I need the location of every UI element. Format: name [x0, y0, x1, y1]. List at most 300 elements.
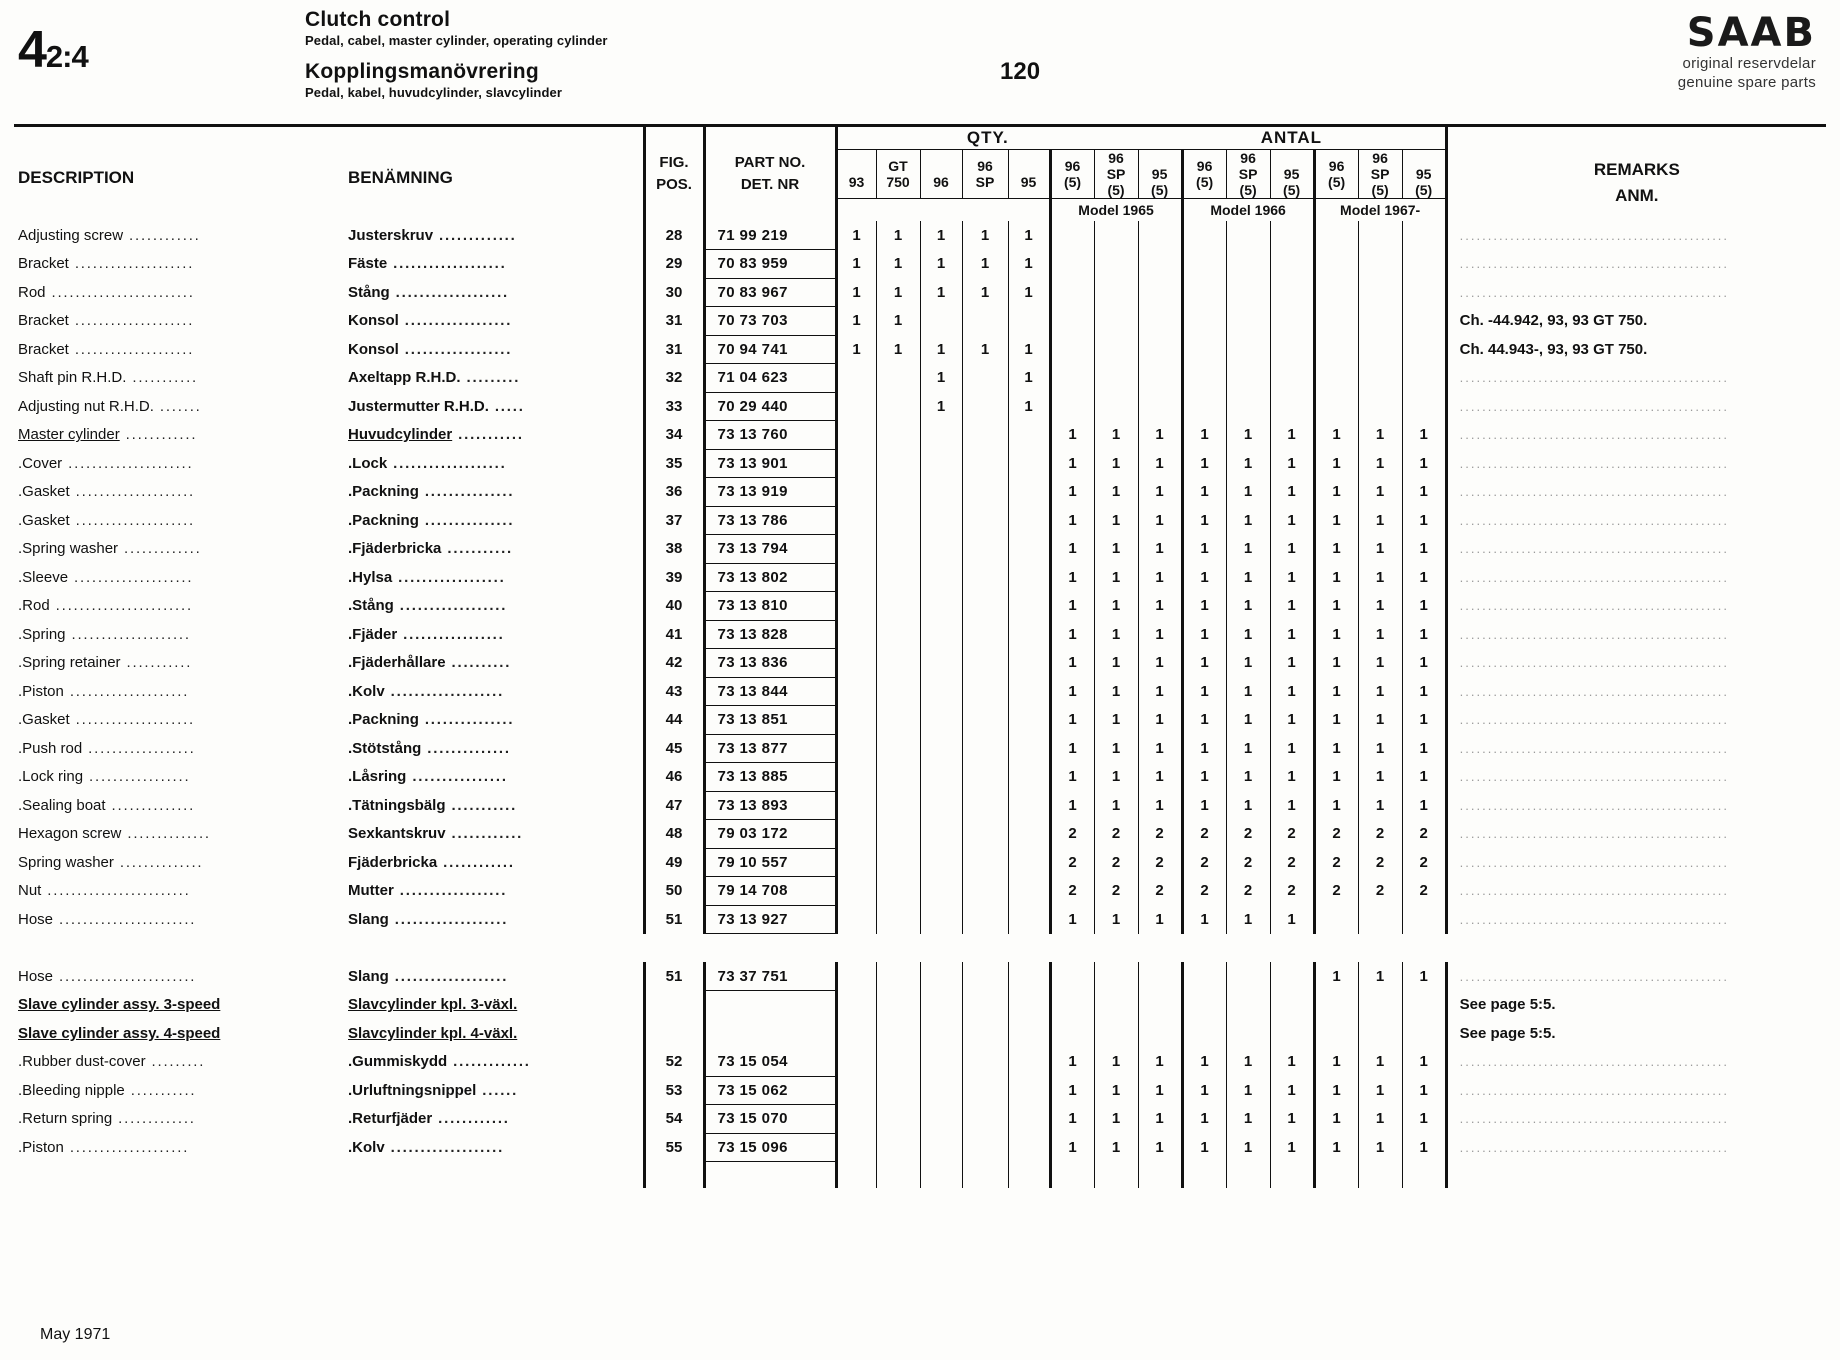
- table-row: [14, 506, 1826, 535]
- cell-qty-4: [1008, 706, 1050, 735]
- description-text: .Rod: [18, 597, 50, 615]
- qty-col-header-1: GT 750: [876, 150, 920, 199]
- cell-qty-2: [920, 307, 962, 336]
- cell-description: [14, 535, 344, 564]
- cell-qty-11: 1: [1314, 763, 1358, 792]
- cell-qty-12: 2: [1358, 820, 1402, 849]
- cell-qty-11: 1: [1314, 791, 1358, 820]
- cell-qty-0: [836, 1105, 876, 1134]
- cell-qty-1: [876, 563, 920, 592]
- cell-fig-pos: 31: [644, 307, 704, 336]
- cell-qty-2: [920, 449, 962, 478]
- cell-benamning: [344, 706, 644, 735]
- cell-qty-12: 1: [1358, 677, 1402, 706]
- cell-qty-0: [836, 506, 876, 535]
- cell-qty-4: [1008, 592, 1050, 621]
- cell-qty-8: [1182, 962, 1226, 991]
- cell-qty-8: [1182, 364, 1226, 393]
- benamning-text: Konsol: [348, 312, 399, 330]
- table-row: [14, 734, 1826, 763]
- cell-remarks: ................................................: [1446, 563, 1826, 592]
- cell-benamning: [344, 649, 644, 678]
- cell-qty-10: [1270, 392, 1314, 421]
- cell-qty-4: [1008, 563, 1050, 592]
- col-header-antal: ANTAL: [1138, 127, 1446, 150]
- cell-remarks: ................................................: [1446, 221, 1826, 250]
- cell-qty-4: [1008, 905, 1050, 934]
- cell-qty-10: 1: [1270, 421, 1314, 450]
- table-row: [14, 991, 1826, 1020]
- cell-fig-pos: 32: [644, 364, 704, 393]
- cell-description: [14, 592, 344, 621]
- table-row: [14, 763, 1826, 792]
- description-leader: .......................: [53, 967, 197, 985]
- cell-qty-13: 1: [1402, 763, 1446, 792]
- cell-remarks: ................................................: [1446, 449, 1826, 478]
- cell-qty-9: 1: [1226, 1133, 1270, 1162]
- cell-qty-9: 2: [1226, 820, 1270, 849]
- cell-description: [14, 307, 344, 336]
- col-header-remarks: REMARKS: [1593, 160, 1680, 179]
- cell-fig-pos: 51: [644, 905, 704, 934]
- benamning-text: .Packning: [348, 483, 419, 501]
- cell-qty-5: 1: [1050, 1105, 1094, 1134]
- table-row: [14, 364, 1826, 393]
- cell-qty-1: 1: [876, 221, 920, 250]
- cell-qty-13: 1: [1402, 620, 1446, 649]
- qty-col-header-3: 96 SP: [962, 150, 1008, 199]
- description-leader: ....................: [69, 511, 196, 529]
- description-text: Hose: [18, 967, 54, 985]
- cell-fig-pos: 50: [644, 877, 704, 906]
- cell-qty-6: [1094, 335, 1138, 364]
- brand-tagline-swedish: original reservdelar: [1682, 55, 1816, 72]
- description-leader: ....................: [68, 312, 195, 330]
- qty-col-header-8: 96 (5): [1182, 150, 1226, 199]
- cell-part-number: 73 13 844: [704, 677, 836, 706]
- cell-qty-8: 1: [1182, 535, 1226, 564]
- parts-table-wrap: [14, 124, 1826, 1188]
- col-header-fig-pos: [644, 127, 704, 221]
- cell-qty-11: 2: [1314, 820, 1358, 849]
- cell-qty-9: 1: [1226, 620, 1270, 649]
- cell-benamning: [344, 364, 644, 393]
- cell-fig-pos: 48: [644, 820, 704, 849]
- cell-qty-0: [836, 677, 876, 706]
- cell-qty-12: [1358, 307, 1402, 336]
- cell-qty-3: [962, 877, 1008, 906]
- cell-qty-13: 1: [1402, 1076, 1446, 1105]
- cell-qty-9: 1: [1226, 734, 1270, 763]
- cell-qty-8: 1: [1182, 649, 1226, 678]
- cell-qty-4: [1008, 421, 1050, 450]
- cell-qty-1: [876, 535, 920, 564]
- cell-qty-7: [1138, 250, 1182, 279]
- cell-qty-0: 1: [836, 250, 876, 279]
- bottom-rule-fig: [644, 1162, 704, 1188]
- cell-qty-6: 1: [1094, 1048, 1138, 1077]
- bottom-rule-left: [14, 1162, 644, 1188]
- description-leader: ....................: [68, 568, 194, 586]
- cell-qty-3: [962, 962, 1008, 991]
- cell-benamning: [344, 392, 644, 421]
- cell-description: [14, 706, 344, 735]
- benamning-leader: ...................: [389, 283, 510, 301]
- cell-qty-1: 1: [876, 307, 920, 336]
- cell-description: [14, 1019, 344, 1048]
- cell-part-number: 73 13 810: [704, 592, 836, 621]
- cell-qty-8: 1: [1182, 506, 1226, 535]
- bottom-rule-qty-0: [836, 1162, 876, 1188]
- cell-qty-11: 1: [1314, 1076, 1358, 1105]
- cell-qty-10: 1: [1270, 449, 1314, 478]
- cell-part-number: 73 15 070: [704, 1105, 836, 1134]
- group-number: [18, 21, 88, 79]
- cell-qty-12: 1: [1358, 1076, 1402, 1105]
- cell-fig-pos: [644, 991, 704, 1020]
- cell-qty-0: [836, 991, 876, 1020]
- cell-description: [14, 421, 344, 450]
- cell-qty-5: 1: [1050, 1133, 1094, 1162]
- benamning-leader: ..........: [445, 654, 512, 672]
- description-leader: ...........: [124, 1081, 197, 1099]
- table-row: [14, 620, 1826, 649]
- cell-qty-2: [920, 734, 962, 763]
- cell-benamning: [344, 478, 644, 507]
- cell-qty-10: 1: [1270, 649, 1314, 678]
- cell-qty-7: [1138, 1019, 1182, 1048]
- description-text: .Return spring: [18, 1110, 113, 1128]
- cell-qty-3: [962, 905, 1008, 934]
- cell-qty-8: [1182, 278, 1226, 307]
- cell-qty-7: 1: [1138, 791, 1182, 820]
- cell-qty-13: 1: [1402, 1133, 1446, 1162]
- cell-description: [14, 1133, 344, 1162]
- cell-qty-11: 1: [1314, 734, 1358, 763]
- cell-qty-11: 1: [1314, 1105, 1358, 1134]
- cell-part-number: 79 14 708: [704, 877, 836, 906]
- cell-benamning: [344, 734, 644, 763]
- cell-qty-7: 1: [1138, 1105, 1182, 1134]
- cell-qty-7: 1: [1138, 763, 1182, 792]
- cell-remarks: ................................................: [1446, 877, 1826, 906]
- benamning-leader: ...........: [441, 540, 514, 558]
- benamning-text: Slavcylinder kpl. 3-växl.: [348, 996, 518, 1014]
- cell-qty-5: [1050, 221, 1094, 250]
- cell-qty-4: [1008, 820, 1050, 849]
- cell-qty-7: [1138, 307, 1182, 336]
- cell-qty-12: 1: [1358, 763, 1402, 792]
- cell-qty-10: [1270, 278, 1314, 307]
- cell-qty-8: 1: [1182, 677, 1226, 706]
- benamning-text: Huvudcylinder: [348, 426, 453, 444]
- cell-qty-7: 1: [1138, 649, 1182, 678]
- cell-description: [14, 848, 344, 877]
- benamning-leader: ................: [406, 768, 508, 786]
- description-leader: ..............: [121, 825, 211, 843]
- cell-qty-3: [962, 1019, 1008, 1048]
- cell-qty-12: 1: [1358, 592, 1402, 621]
- cell-qty-9: 1: [1226, 791, 1270, 820]
- table-row-spacer: [14, 934, 1826, 963]
- cell-benamning: [344, 563, 644, 592]
- cell-qty-13: 1: [1402, 563, 1446, 592]
- cell-qty-2: [920, 1076, 962, 1105]
- cell-qty-3: [962, 677, 1008, 706]
- cell-qty-0: [836, 1019, 876, 1048]
- cell-description: [14, 221, 344, 250]
- cell-description: [14, 278, 344, 307]
- description-text: .Sealing boat: [18, 796, 106, 814]
- cell-qty-6: 2: [1094, 820, 1138, 849]
- cell-qty-5: 1: [1050, 592, 1094, 621]
- cell-qty-7: 2: [1138, 877, 1182, 906]
- description-text: .Push rod: [18, 739, 83, 757]
- cell-qty-2: [920, 791, 962, 820]
- cell-remarks: ................................................: [1446, 278, 1826, 307]
- cell-qty-13: [1402, 307, 1446, 336]
- benamning-leader: ......: [476, 1081, 519, 1099]
- cell-qty-11: 1: [1314, 478, 1358, 507]
- cell-qty-10: 1: [1270, 734, 1314, 763]
- cell-fig-pos: 33: [644, 392, 704, 421]
- cell-qty-7: 1: [1138, 1048, 1182, 1077]
- cell-qty-5: 1: [1050, 478, 1094, 507]
- benamning-text: Stång: [348, 283, 390, 301]
- cell-qty-6: [1094, 1019, 1138, 1048]
- cell-part-number: 70 73 703: [704, 307, 836, 336]
- cell-remarks: ................................................: [1446, 962, 1826, 991]
- cell-qty-8: 1: [1182, 791, 1226, 820]
- cell-qty-0: [836, 364, 876, 393]
- cell-qty-8: [1182, 991, 1226, 1020]
- cell-qty-8: 1: [1182, 1076, 1226, 1105]
- description-text: .Piston: [18, 1138, 64, 1156]
- cell-qty-13: 1: [1402, 649, 1446, 678]
- cell-qty-11: 1: [1314, 649, 1358, 678]
- description-text: Rod: [18, 283, 46, 301]
- cell-qty-8: [1182, 307, 1226, 336]
- benamning-text: Fäste: [348, 255, 388, 273]
- cell-qty-6: 1: [1094, 706, 1138, 735]
- benamning-leader: ...............: [418, 711, 515, 729]
- cell-qty-12: [1358, 278, 1402, 307]
- cell-description: [14, 877, 344, 906]
- description-leader: ...........: [126, 369, 199, 387]
- qty-col-header-12: 96 SP (5): [1358, 150, 1402, 199]
- cell-qty-10: 2: [1270, 820, 1314, 849]
- cell-part-number: [704, 991, 836, 1020]
- table-body: [14, 221, 1826, 1188]
- table-row: [14, 820, 1826, 849]
- cell-qty-1: [876, 1048, 920, 1077]
- cell-description: [14, 905, 344, 934]
- description-text: Bracket: [18, 255, 69, 273]
- cell-description: [14, 934, 344, 963]
- cell-qty-7: [1138, 392, 1182, 421]
- cell-qty-6: 2: [1094, 848, 1138, 877]
- table-row: [14, 677, 1826, 706]
- cell-description: [14, 1048, 344, 1077]
- cell-qty-9: [1226, 364, 1270, 393]
- cell-qty-12: [1358, 364, 1402, 393]
- cell-qty-0: [836, 535, 876, 564]
- description-text: .Rubber dust-cover: [18, 1053, 146, 1071]
- cell-qty-3: [962, 506, 1008, 535]
- cell-qty-7: [1138, 278, 1182, 307]
- cell-qty-10: 1: [1270, 706, 1314, 735]
- description-leader: .......................: [53, 910, 197, 928]
- benamning-leader: ...................: [387, 454, 507, 472]
- table-row: [14, 421, 1826, 450]
- cell-qty-13: [1402, 991, 1446, 1020]
- cell-qty-3: [962, 791, 1008, 820]
- cell-fig-pos: 28: [644, 221, 704, 250]
- cell-description: [14, 791, 344, 820]
- cell-qty-2: [920, 905, 962, 934]
- description-leader: ....................: [63, 1138, 190, 1156]
- cell-remarks: ................................................: [1446, 620, 1826, 649]
- cell-qty-7: 1: [1138, 449, 1182, 478]
- description-leader: ..............: [113, 853, 204, 871]
- description-text: .Bleeding nipple: [18, 1081, 125, 1099]
- cell-qty-3: [962, 307, 1008, 336]
- cell-fig-pos: 42: [644, 649, 704, 678]
- bottom-rule-qty-8: [1182, 1162, 1226, 1188]
- cell-qty-6: 1: [1094, 734, 1138, 763]
- cell-part-number: 73 13 901: [704, 449, 836, 478]
- bottom-rule-remarks: [1446, 1162, 1826, 1188]
- cell-qty-7: 2: [1138, 848, 1182, 877]
- cell-qty-6: 2: [1094, 877, 1138, 906]
- cell-qty-3: [962, 1048, 1008, 1077]
- cell-qty-2: [920, 620, 962, 649]
- cell-qty-7: [1138, 934, 1182, 963]
- cell-qty-10: 1: [1270, 1076, 1314, 1105]
- cell-qty-10: [1270, 307, 1314, 336]
- benamning-leader: .........: [460, 369, 521, 387]
- cell-remarks: ................................................: [1446, 392, 1826, 421]
- cell-qty-8: 1: [1182, 1048, 1226, 1077]
- bottom-rule-part: [704, 1162, 836, 1188]
- cell-qty-0: [836, 905, 876, 934]
- cell-qty-8: [1182, 392, 1226, 421]
- cell-qty-12: 1: [1358, 535, 1402, 564]
- cell-part-number: 70 94 741: [704, 335, 836, 364]
- cell-qty-7: 1: [1138, 734, 1182, 763]
- cell-fig-pos: 53: [644, 1076, 704, 1105]
- cell-qty-2: [920, 1048, 962, 1077]
- cell-qty-6: 1: [1094, 677, 1138, 706]
- cell-qty-7: 1: [1138, 506, 1182, 535]
- description-leader: ........................: [41, 882, 191, 900]
- cell-part-number: 73 15 096: [704, 1133, 836, 1162]
- cell-qty-10: [1270, 221, 1314, 250]
- cell-fig-pos: 37: [644, 506, 704, 535]
- cell-qty-6: 1: [1094, 563, 1138, 592]
- cell-qty-4: [1008, 848, 1050, 877]
- cell-qty-2: [920, 421, 962, 450]
- cell-qty-1: [876, 592, 920, 621]
- cell-qty-3: [962, 763, 1008, 792]
- qty-col-header-6: 96 SP (5): [1094, 150, 1138, 199]
- cell-qty-12: [1358, 905, 1402, 934]
- cell-qty-2: [920, 877, 962, 906]
- description-text: Slave cylinder assy. 3-speed: [18, 996, 221, 1014]
- cell-part-number: 73 13 885: [704, 763, 836, 792]
- table-row: [14, 1019, 1826, 1048]
- cell-qty-1: 1: [876, 278, 920, 307]
- cell-qty-3: [962, 706, 1008, 735]
- cell-benamning: [344, 1048, 644, 1077]
- cell-qty-5: 1: [1050, 734, 1094, 763]
- cell-qty-5: [1050, 364, 1094, 393]
- description-text: .Spring retainer: [18, 654, 121, 672]
- benamning-text: Justerskruv: [348, 226, 434, 244]
- cell-qty-10: 1: [1270, 620, 1314, 649]
- cell-benamning: [344, 763, 644, 792]
- benamning-leader: ..................: [392, 568, 506, 586]
- table-row: [14, 962, 1826, 991]
- benamning-text: .Stång: [348, 597, 394, 615]
- cell-qty-13: 1: [1402, 478, 1446, 507]
- description-leader: ....................: [65, 625, 191, 643]
- cell-part-number: 73 13 893: [704, 791, 836, 820]
- cell-qty-12: 1: [1358, 962, 1402, 991]
- cell-qty-10: [1270, 962, 1314, 991]
- cell-qty-7: [1138, 962, 1182, 991]
- cell-qty-12: 1: [1358, 706, 1402, 735]
- cell-qty-6: [1094, 307, 1138, 336]
- qty-col-header-9: 96 SP (5): [1226, 150, 1270, 199]
- cell-remarks: ................................................: [1446, 649, 1826, 678]
- cell-qty-4: 1: [1008, 335, 1050, 364]
- cell-qty-3: 1: [962, 250, 1008, 279]
- cell-remarks: ................................................: [1446, 1076, 1826, 1105]
- benamning-text: .Urluftningsnippel: [348, 1081, 477, 1099]
- cell-qty-11: 1: [1314, 620, 1358, 649]
- cell-qty-11: [1314, 905, 1358, 934]
- cell-qty-2: 1: [920, 392, 962, 421]
- title-english: Clutch control: [305, 8, 451, 31]
- cell-qty-6: 1: [1094, 649, 1138, 678]
- cell-qty-2: [920, 677, 962, 706]
- cell-qty-12: 1: [1358, 563, 1402, 592]
- cell-description: [14, 991, 344, 1020]
- cell-remarks: ................................................: [1446, 706, 1826, 735]
- cell-qty-4: [1008, 620, 1050, 649]
- cell-qty-5: 1: [1050, 763, 1094, 792]
- cell-qty-1: [876, 877, 920, 906]
- cell-fig-pos: [644, 1019, 704, 1048]
- cell-description: [14, 620, 344, 649]
- description-leader: .................: [83, 768, 191, 786]
- model-group-header-1: Model 1965: [1050, 199, 1182, 222]
- cell-qty-7: 1: [1138, 1133, 1182, 1162]
- cell-qty-4: [1008, 307, 1050, 336]
- description-leader: .........: [145, 1053, 206, 1071]
- benamning-text: .Packning: [348, 511, 419, 529]
- qty-col-header-2: 96: [920, 150, 962, 199]
- cell-qty-2: [920, 706, 962, 735]
- cell-qty-12: 1: [1358, 1133, 1402, 1162]
- benamning-text: Axeltapp R.H.D.: [348, 369, 461, 387]
- cell-fig-pos: 43: [644, 677, 704, 706]
- cell-qty-9: [1226, 392, 1270, 421]
- cell-benamning: [344, 962, 644, 991]
- benamning-text: .Lock: [348, 454, 388, 472]
- cell-qty-12: 1: [1358, 421, 1402, 450]
